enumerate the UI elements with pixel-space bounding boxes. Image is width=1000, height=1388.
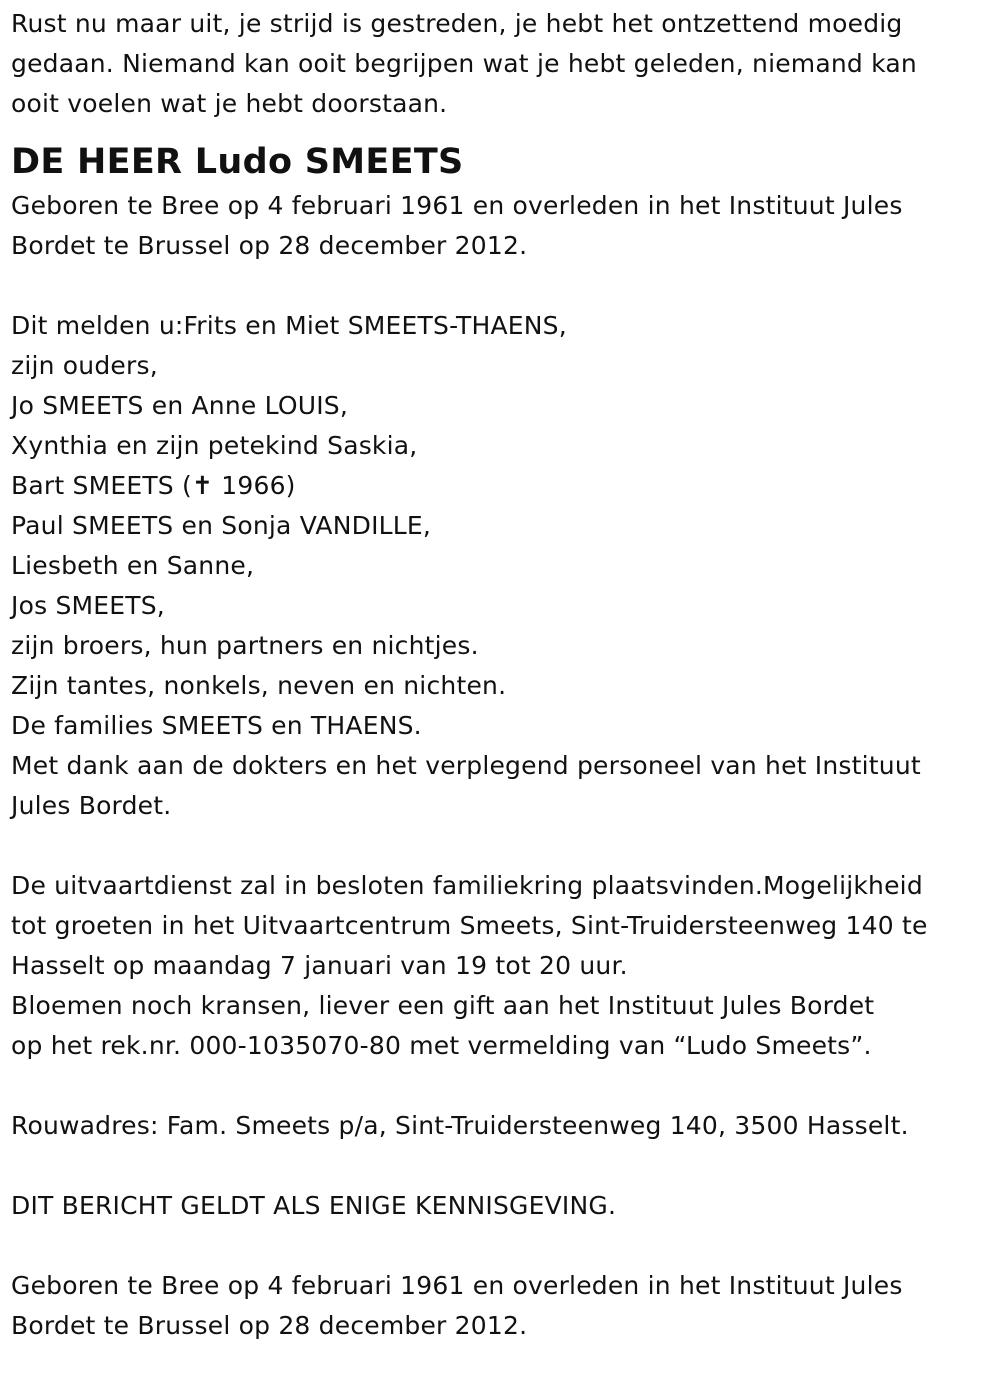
mourning-address: Rouwadres: Fam. Smeets p/a, Sint-Truidersteenweg 140, 3500 Hasselt. — [11, 1111, 909, 1140]
intro-line: Rust nu maar uit, je strijd is gestreden, je hebt het ontzettend moedig — [11, 9, 903, 38]
intro-line: gedaan. Niemand kan ooit begrijpen wat je hebt geleden, niemand kan — [11, 49, 917, 78]
deceased-name-heading: DE HEER Ludo SMEETS — [11, 142, 464, 182]
family-line: zijn ouders, — [11, 351, 158, 380]
spacer — [11, 1066, 996, 1106]
family-line: Jules Bordet. — [11, 791, 172, 820]
service-line: Bloemen noch kransen, liever een gift aan het Instituut Jules Bordet — [11, 991, 875, 1020]
spacer — [11, 1226, 996, 1266]
family-line: Bart SMEETS (✝ 1966) — [11, 471, 296, 500]
service-line: De uitvaartdienst zal in besloten familiekring plaatsvinden.Mogelijkheid — [11, 871, 923, 900]
family-line: Dit melden u:Frits en Miet SMEETS-THAENS, — [11, 311, 567, 340]
birth-line: Bordet te Brussel op 28 december 2012. — [11, 231, 528, 260]
family-line: De families SMEETS en THAENS. — [11, 711, 422, 740]
intro-line: ooit voelen wat je hebt doorstaan. — [11, 89, 448, 118]
spacer — [11, 1146, 996, 1186]
service-line: op het rek.nr. 000-1035070-80 met vermelding van “Ludo Smeets”. — [11, 1031, 872, 1060]
birth-repeat-line: Bordet te Brussel op 28 december 2012. — [11, 1311, 528, 1340]
spacer — [11, 266, 996, 306]
spacer — [11, 826, 996, 866]
family-list — [11, 306, 996, 826]
funeral-service-paragraph — [11, 866, 996, 1066]
family-line: Paul SMEETS en Sonja VANDILLE, — [11, 511, 432, 540]
family-line: Xynthia en zijn petekind Saskia, — [11, 431, 418, 460]
family-line: Jos SMEETS, — [11, 591, 165, 620]
birth-death-repeat-paragraph — [11, 1266, 996, 1346]
birth-line: Geboren te Bree op 4 februari 1961 en overleden in het Instituut Jules — [11, 191, 903, 220]
intro-verse — [11, 4, 996, 124]
family-line: Jo SMEETS en Anne LOUIS, — [11, 391, 349, 420]
obituary-document — [11, 4, 996, 1346]
birth-repeat-line: Geboren te Bree op 4 februari 1961 en overleden in het Instituut Jules — [11, 1271, 903, 1300]
family-line: zijn broers, hun partners en nichtjes. — [11, 631, 479, 660]
service-line: Hasselt op maandag 7 januari van 19 tot 20 uur. — [11, 951, 628, 980]
sole-notice: DIT BERICHT GELDT ALS ENIGE KENNISGEVING. — [11, 1191, 617, 1220]
family-line: Liesbeth en Sanne, — [11, 551, 255, 580]
birth-death-paragraph — [11, 186, 996, 266]
service-line: tot groeten in het Uitvaartcentrum Smeets, Sint-Truidersteenweg 140 te — [11, 911, 928, 940]
family-line: Zijn tantes, nonkels, neven en nichten. — [11, 671, 507, 700]
family-line: Met dank aan de dokters en het verplegend personeel van het Instituut — [11, 751, 921, 780]
